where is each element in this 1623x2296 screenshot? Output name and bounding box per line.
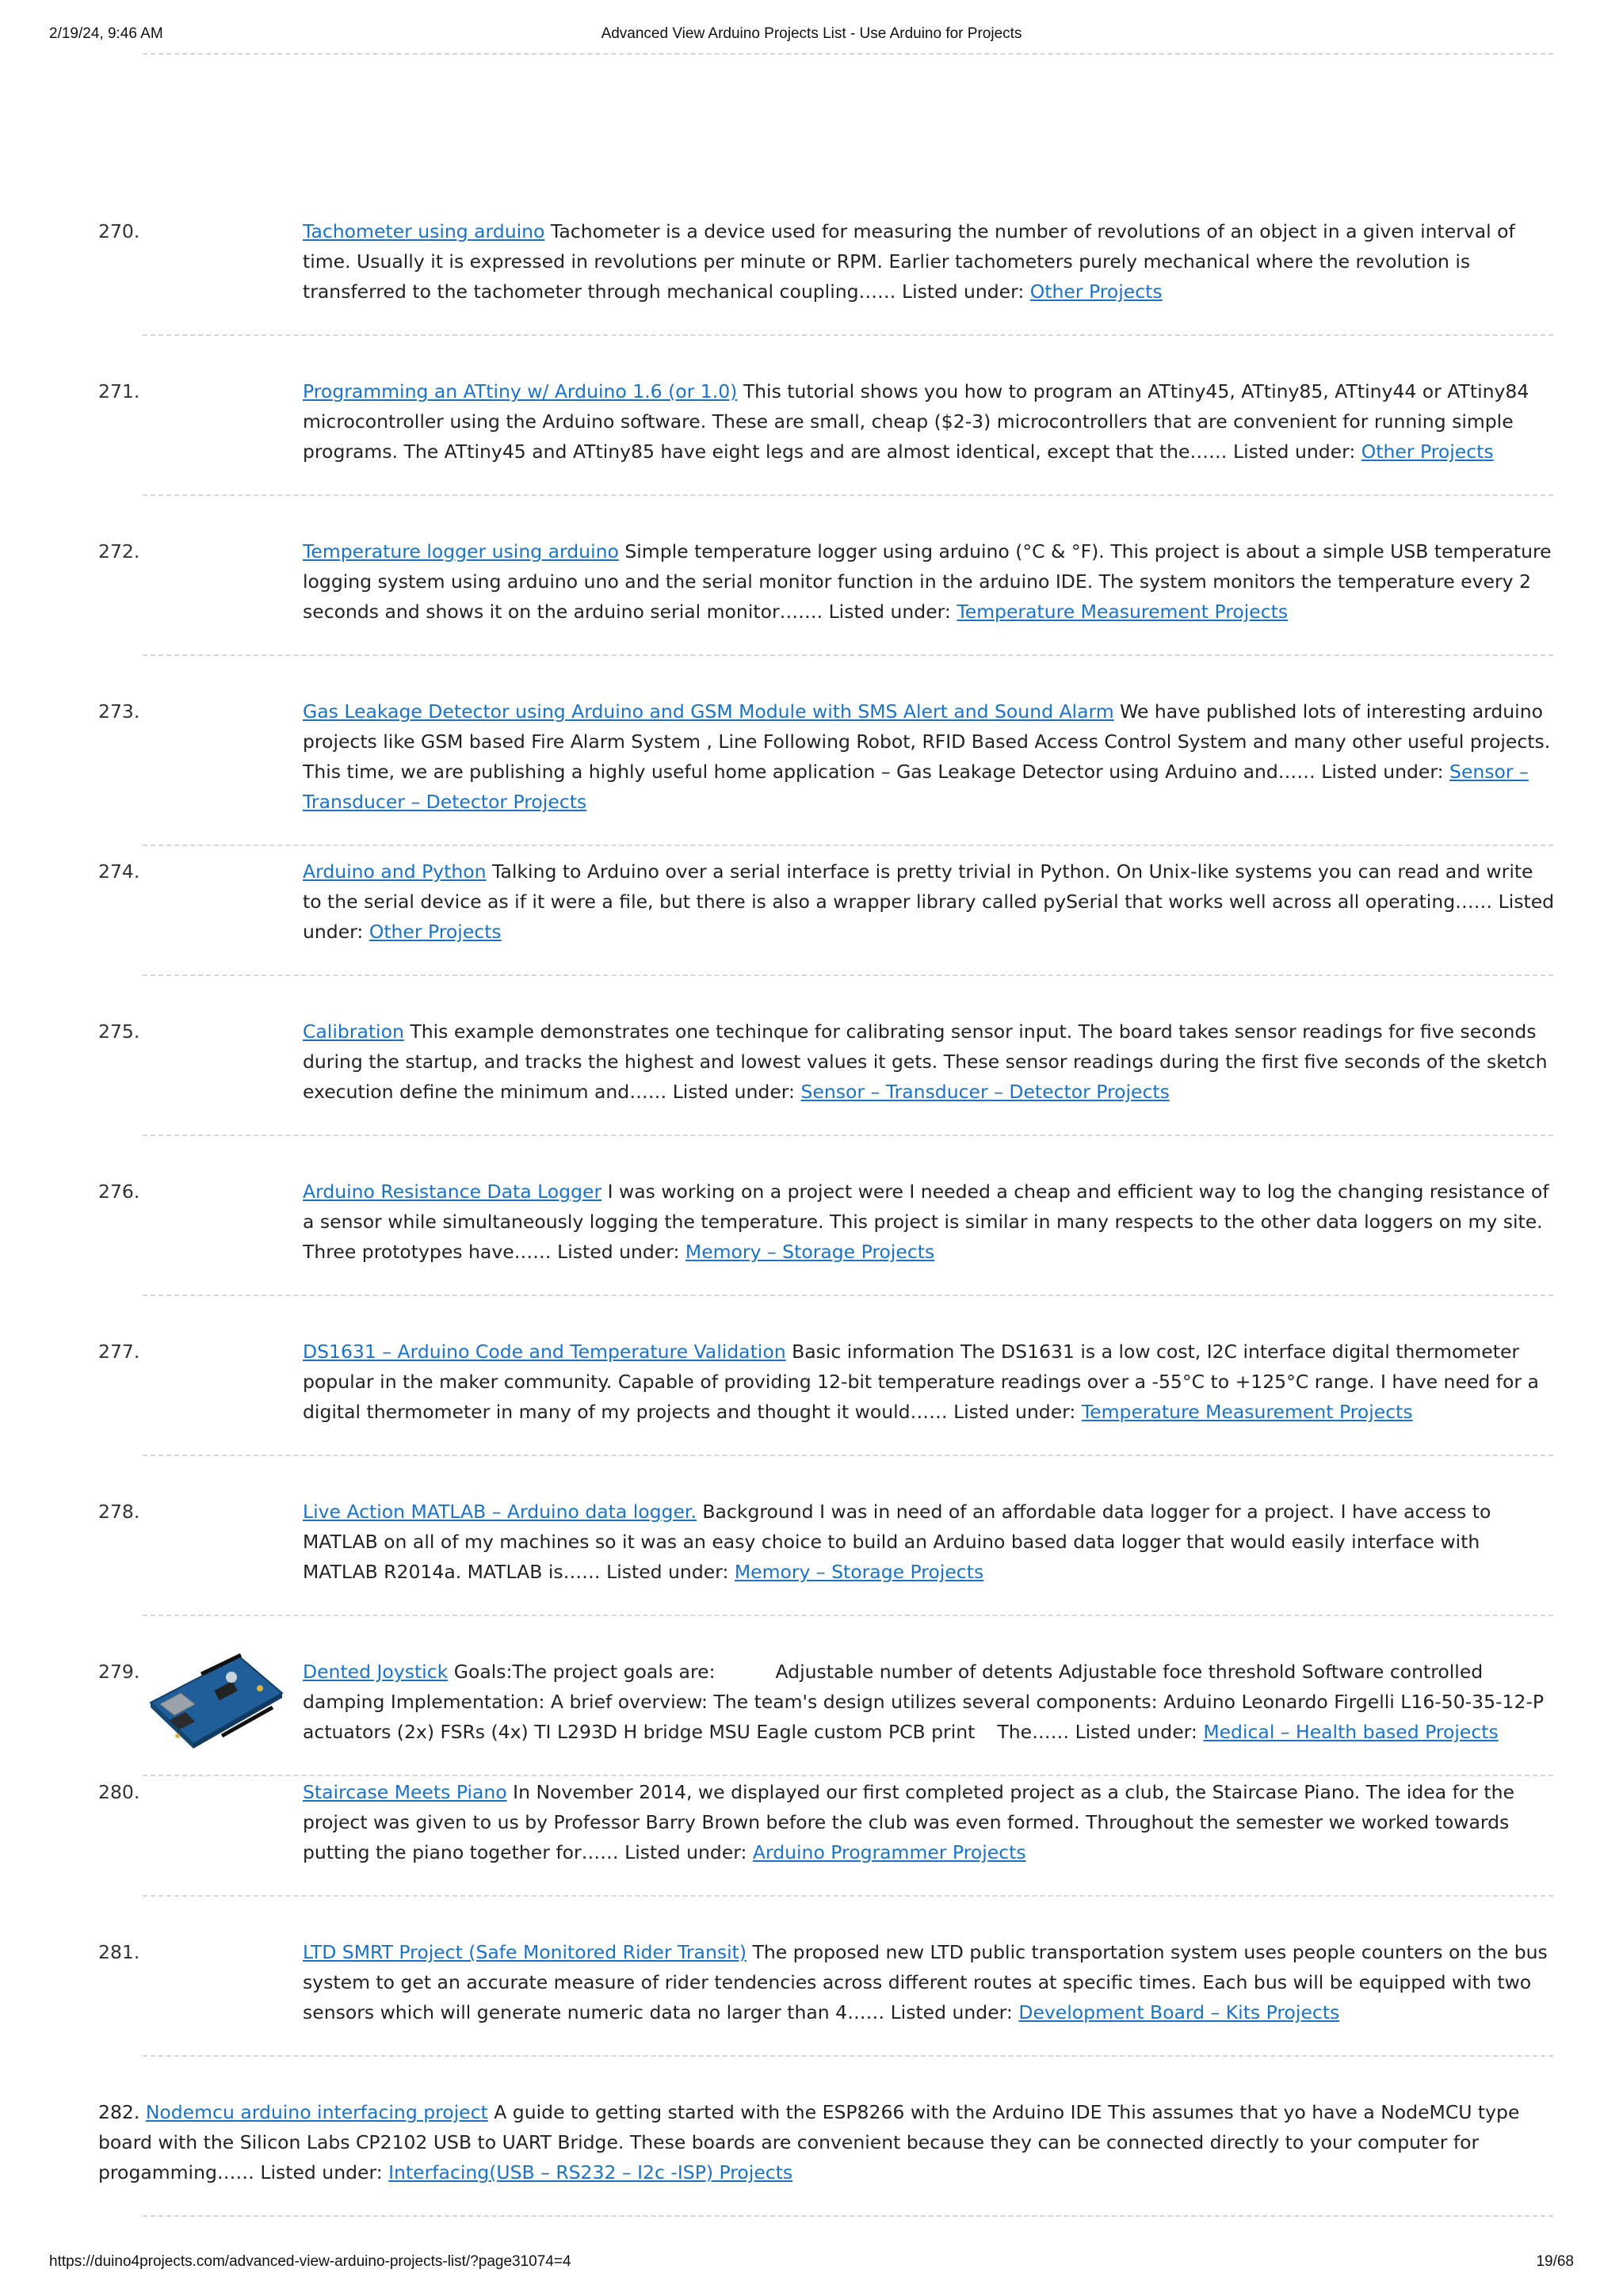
category-link[interactable]: Arduino Programmer Projects: [752, 1841, 1026, 1863]
project-description-end: The……: [997, 1721, 1070, 1743]
item-body: [303, 1497, 1555, 1587]
item-number: 275.: [98, 1020, 140, 1043]
item-number: 272.: [98, 540, 140, 563]
category-link[interactable]: Sensor – Transducer – Detector Projects: [303, 761, 1529, 813]
project-description: In November 2014, we displayed our first completed project as a club, the Staircase Piano. The idea for the project was given to us by Professor Barry Brown before the club was even formed. Throughout the semester we worked towards putting the piano together for……: [303, 1781, 1514, 1863]
item-body: [303, 1657, 1555, 1747]
item-divider: [143, 1295, 1553, 1296]
top-divider: [143, 53, 1553, 55]
category-link[interactable]: Other Projects: [1029, 280, 1163, 303]
project-link[interactable]: LTD SMRT Project (Safe Monitored Rider Transit): [303, 1941, 747, 1963]
project-link[interactable]: Staircase Meets Piano: [303, 1781, 507, 1803]
category-link[interactable]: Interfacing(USB – RS232 – I2c -ISP) Projects: [388, 2161, 793, 2183]
item-divider: [143, 2215, 1553, 2217]
item-divider: [143, 1455, 1553, 1456]
project-link[interactable]: Arduino and Python: [303, 860, 487, 883]
listed-under-label: Listed under:: [890, 2001, 1013, 2023]
category-link[interactable]: Memory – Storage Projects: [734, 1561, 984, 1583]
project-link[interactable]: Tachometer using arduino: [303, 220, 545, 242]
category-link[interactable]: Other Projects: [1361, 441, 1494, 463]
arduino-board-thumbnail[interactable]: [146, 1653, 285, 1749]
print-datetime: 2/19/24, 9:46 AM: [49, 25, 163, 42]
item-body: [303, 696, 1555, 817]
project-description: I was working on a project were I needed a cheap and efficient way to log the changing resistance of a sensor while simultaneously logging the temperature. This project is similar in many respects to the other data loggers on my site. Three prototypes have……: [303, 1180, 1549, 1263]
listed-under-label: Listed under:: [1233, 441, 1356, 463]
page-number: 19/68: [1536, 2253, 1574, 2270]
project-description: Tachometer is a device used for measuring the number of revolutions of an object in a given interval of time. Usually it is expressed in revolutions per minute or RPM. Earlier tachometers purely mechanical where the revolution is transferred to the tachometer through mechanical coupling……: [303, 220, 1515, 303]
item-number: 279.: [98, 1661, 140, 1683]
project-description: This example demonstrates one techinque for calibrating sensor input. The board takes sensor readings for five seconds during the startup, and tracks the highest and lowest values it gets. These sensor readings during the first five seconds of the sketch execution define the minimum and……: [303, 1020, 1548, 1103]
item-number: 276.: [98, 1180, 140, 1203]
project-link[interactable]: Arduino Resistance Data Logger: [303, 1180, 602, 1203]
category-link[interactable]: Other Projects: [369, 921, 502, 943]
listed-under-label: Listed under:: [557, 1241, 680, 1263]
item-body: [303, 1777, 1555, 1867]
listed-under-label: Listed under:: [1075, 1721, 1197, 1743]
project-link[interactable]: Live Action MATLAB – Arduino data logger.: [303, 1501, 697, 1523]
item-number: 282.: [98, 2101, 140, 2123]
item-body: [303, 1937, 1555, 2027]
project-description-cont: Adjustable number of detents Adjustable foce threshold Software controlled damping Implementation: A brief overview: The team's design utilizes several components: Arduino Leonardo Firgelli L16-50-35-12-P actuators (2x) FSRs (4x) TI L293D H bridge MSU Eagle custom PCB print: [303, 1661, 1545, 1743]
item-number: 271.: [98, 380, 140, 402]
item-divider: [143, 334, 1553, 336]
item-number: 273.: [98, 700, 140, 723]
category-link[interactable]: Medical – Health based Projects: [1203, 1721, 1499, 1743]
project-description: Simple temperature logger using arduino (°C & °F). This project is about a simple USB temperature logging system using arduino uno and the serial monitor function in the arduino IDE. The system monitors the temperature every 2 seconds and shows it on the arduino serial monitor…….: [303, 540, 1552, 623]
print-page-title: Advanced View Arduino Projects List - Use Arduino for Projects: [601, 25, 1022, 42]
item-divider: [143, 2055, 1553, 2057]
project-link[interactable]: Temperature logger using arduino: [303, 540, 619, 563]
listed-under-label: Listed under:: [953, 1401, 1076, 1423]
item-divider: [143, 1615, 1553, 1616]
listed-under-label: Listed under:: [606, 1561, 729, 1583]
project-description: Talking to Arduino over a serial interface is pretty trivial in Python. On Unix-like systems you can read and write to the serial device as if it were a file, but there is also a wrapper library called pySerial that works well across all operating……: [303, 860, 1533, 913]
project-description: We have published lots of interesting arduino projects like GSM based Fire Alarm System , Line Following Robot, RFID Based Access Control System and many other useful projects. This time, we are publishing a highly useful home application – Gas Leakage Detector using Arduino and……: [303, 700, 1551, 783]
category-link[interactable]: Memory – Storage Projects: [685, 1241, 935, 1263]
project-link[interactable]: Nodemcu arduino interfacing project: [145, 2101, 488, 2123]
listed-under-label: Listed under:: [303, 891, 1555, 943]
item-divider: [143, 1775, 1553, 1776]
item-body: [303, 376, 1555, 467]
item-divider: [143, 494, 1553, 496]
project-link[interactable]: Programming an ATtiny w/ Arduino 1.6 (or 1.0): [303, 380, 738, 402]
listed-under-label: Listed under:: [828, 601, 951, 623]
project-description: Basic information The DS1631 is a low cost, I2C interface digital thermometer popular in the maker community. Capable of providing 12-bit temperature readings over a -55°C to +125°C range. I have need for a digital thermometer in many of my projects and thought it would……: [303, 1341, 1539, 1423]
item-number: 278.: [98, 1501, 140, 1523]
item-divider: [143, 1895, 1553, 1897]
print-header: [49, 25, 1574, 49]
project-description: A guide to getting started with the ESP8266 with the Arduino IDE This assumes that yo have a NodeMCU type board with the Silicon Labs CP2102 USB to UART Bridge. These boards are convenient because they can be connected directly to your computer for progamming……: [98, 2101, 1520, 2183]
listed-under-label: Listed under:: [1321, 761, 1444, 783]
item-number: 274.: [98, 860, 140, 883]
listed-under-label: Listed under:: [902, 280, 1025, 303]
item-divider: [143, 845, 1553, 846]
item-number: 280.: [98, 1781, 140, 1803]
item-body: [303, 1016, 1555, 1107]
item-number: 270.: [98, 220, 140, 242]
category-link[interactable]: Development Board – Kits Projects: [1018, 2001, 1340, 2023]
project-description: Background I was in need of an affordable data logger for a project. I have access to MATLAB on all of my machines so it was an easy choice to build an Arduino based data logger that would easily interface with MATLAB R2014a. MATLAB is……: [303, 1501, 1491, 1583]
item-number: 281.: [98, 1941, 140, 1963]
category-link[interactable]: Temperature Measurement Projects: [1081, 1401, 1413, 1423]
project-link[interactable]: Calibration: [303, 1020, 404, 1043]
item-number: 277.: [98, 1341, 140, 1363]
listed-under-label: Listed under:: [260, 2161, 383, 2183]
project-link[interactable]: DS1631 – Arduino Code and Temperature Validation: [303, 1341, 786, 1363]
item-body: [303, 1177, 1555, 1267]
item-body: [303, 216, 1555, 307]
page-url: https://duino4projects.com/advanced-view-arduino-projects-list/?page31074=4: [49, 2253, 571, 2270]
print-footer: [49, 2253, 1574, 2274]
project-link[interactable]: Dented Joystick: [303, 1661, 449, 1683]
listed-under-label: Listed under:: [624, 1841, 747, 1863]
project-description: This tutorial shows you how to program an ATtiny45, ATtiny85, ATtiny44 or ATtiny84 microcontroller using the Arduino software. These are small, cheap ($2-3) microcontrollers that are convenient for running simple programs. The ATtiny45 and ATtiny85 have eight legs and are almost identical, except that the……: [303, 380, 1529, 463]
project-link[interactable]: Gas Leakage Detector using Arduino and GSM Module with SMS Alert and Sound Alarm: [303, 700, 1114, 723]
item-body: [303, 856, 1555, 947]
item-divider: [143, 654, 1553, 656]
item-divider: [143, 974, 1553, 976]
category-link[interactable]: Temperature Measurement Projects: [957, 601, 1289, 623]
item-body: [303, 536, 1555, 627]
item-body: [98, 2097, 1555, 2187]
listed-under-label: Listed under:: [672, 1081, 795, 1103]
item-divider: [143, 1135, 1553, 1136]
project-description: Goals:The project goals are:: [453, 1661, 716, 1683]
project-description: The proposed new LTD public transportation system uses people counters on the bus system to get an accurate measure of rider tendencies across different routes at specific times. Each bus will be equipped with two sensors which will generate numeric data no larger than 4……: [303, 1941, 1548, 2023]
category-link[interactable]: Sensor – Transducer – Detector Projects: [800, 1081, 1170, 1103]
item-body: [303, 1337, 1555, 1427]
